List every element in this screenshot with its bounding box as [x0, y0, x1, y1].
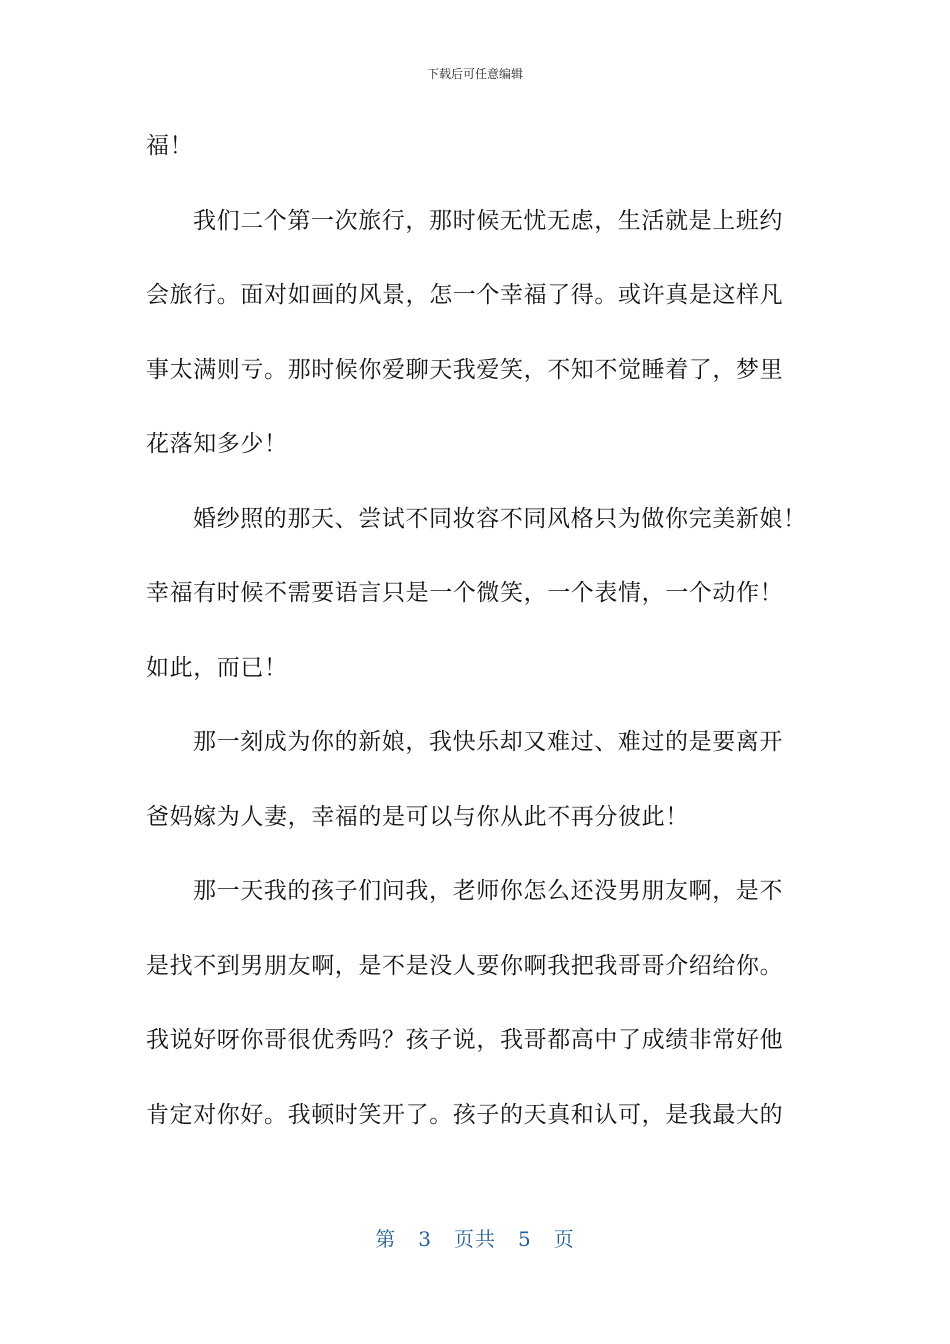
- page-header: 下载后可任意编辑: [426, 67, 523, 81]
- current-page-number: 3: [418, 1227, 432, 1251]
- total-pages-number: 5: [518, 1227, 532, 1251]
- text-line: 福！: [146, 133, 194, 159]
- text-line: 我说好呀你哥很优秀吗？孩子说，我哥都高中了成绩非常好他: [146, 1027, 784, 1053]
- text-line: 幸福有时候不需要语言只是一个微笑，一个表情，一个动作！: [146, 580, 784, 606]
- page-label-prefix: 第: [375, 1227, 397, 1251]
- text-line: 我们二个第一次旅行，那时候无忧无虑，生活就是上班约: [193, 207, 783, 234]
- text-line: 肯定对你好。我顿时笑开了。孩子的天真和认可，是我最大的: [146, 1101, 784, 1128]
- text-line: 事太满则亏。那时候你爱聊天我爱笑，不知不觉睡着了，梦里: [146, 356, 784, 383]
- text-line: 婚纱照的那天、尝试不同妆容不同风格只为做你完美新娘！: [193, 505, 807, 532]
- text-line: 花落知多少！: [146, 431, 288, 457]
- page-label-mid: 页共: [454, 1227, 496, 1251]
- text-line: 那一天我的孩子们问我，老师你怎么还没男朋友啊，是不: [193, 878, 783, 904]
- text-line: 爸妈嫁为人妻，幸福的是可以与你从此不再分彼此！: [146, 803, 689, 830]
- text-line: 是找不到男朋友啊，是不是没人要你啊我把我哥哥介绍给你。: [146, 952, 784, 979]
- page-label-suffix: 页: [553, 1227, 575, 1251]
- text-line: 如此，而已！: [146, 654, 288, 681]
- text-line: 那一刻成为你的新娘，我快乐却又难过、难过的是要离开: [193, 729, 783, 755]
- text-line: 会旅行。面对如画的风景，怎一个幸福了得。或许真是这样凡: [146, 282, 784, 308]
- page-footer: [0, 1226, 950, 1252]
- body-text: [146, 124, 810, 1167]
